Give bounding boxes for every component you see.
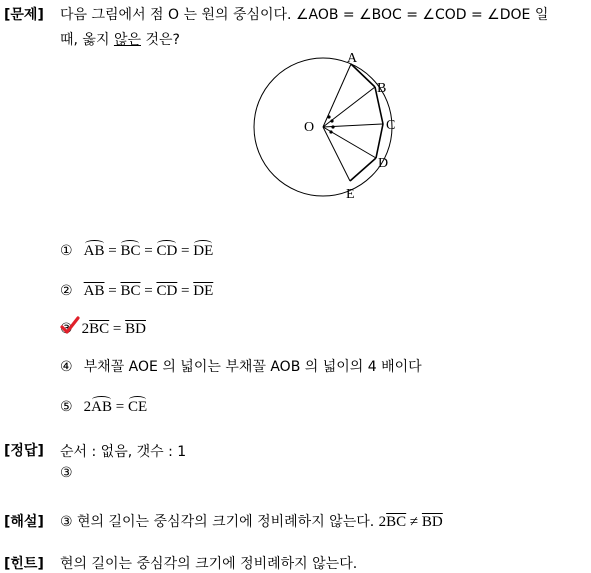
option-4[interactable] — [60, 356, 422, 376]
chord-ab — [351, 64, 375, 87]
option-number: ④ — [60, 359, 73, 375]
option-2[interactable] — [60, 280, 213, 300]
answer-info: 순서 : 없음, 갯수 : 1 — [60, 444, 187, 460]
option-3[interactable] — [60, 318, 146, 338]
hint-text: 현의 길이는 중심각의 크기에 정비례하지 않는다. — [60, 556, 358, 572]
answer-label: [정답] — [4, 443, 44, 459]
option-text: 부채꼴 AOE 의 넓이는 부채꼴 AOB 의 넓이의 4 배이다 — [83, 359, 422, 375]
option-number: ⑤ — [60, 399, 73, 415]
option-number: ② — [60, 283, 73, 299]
problem-text-line2 — [60, 29, 180, 49]
option-5[interactable] — [60, 396, 147, 416]
point-label-a: A — [347, 51, 358, 66]
problem-label: [문제] — [4, 7, 44, 23]
option-number: ① — [60, 243, 73, 259]
point-label-o: O — [304, 120, 315, 135]
hint-label: [힌트] — [4, 556, 44, 572]
checkmark-icon — [60, 316, 80, 336]
option-math: $2\overline{BC} = \overline{BD}$ — [81, 321, 146, 337]
point-label-c: C — [386, 118, 396, 133]
circle-figure — [240, 48, 410, 208]
option-1[interactable] — [60, 240, 213, 260]
problem-text-emphasis: 않은 — [113, 32, 141, 48]
explanation-label: [해설] — [4, 514, 44, 530]
explanation-line — [60, 511, 443, 531]
problem-text-part: 것은? — [141, 32, 180, 48]
chord-de — [350, 158, 376, 181]
angle-dot — [329, 130, 332, 133]
problem-text-part: 때, 옳지 — [60, 32, 114, 48]
option-math: 2AB = CE — [83, 399, 148, 415]
chord-cd — [376, 124, 383, 158]
option-math: $\overline{AB} = \overline{BC} = \overline{CD} = \overline{DE}$ — [83, 283, 214, 299]
angle-marks — [327, 115, 334, 133]
angle-dot — [331, 125, 334, 128]
explanation-number: ③ — [60, 514, 73, 530]
answer-choice: ③ — [60, 465, 73, 481]
explanation-math: $2\overline{BC} \ne \overline{BD}$ — [378, 514, 443, 530]
option-number: ③ — [60, 321, 73, 337]
radius-oa — [323, 64, 351, 127]
problem-text-line1: 다음 그림에서 점 O 는 원의 중심이다. ∠AOB = ∠BOC = ∠COD = ∠DOE 일 — [60, 7, 549, 23]
option-number-wrap — [60, 318, 73, 337]
angle-dot — [327, 115, 330, 118]
point-label-b: B — [377, 81, 387, 96]
point-label-d: D — [378, 156, 389, 171]
option-math: AB = BC = CD = DE — [83, 243, 214, 259]
angle-dot — [330, 119, 333, 122]
explanation-text: 현의 길이는 중심각의 크기에 정비례하지 않는다. — [77, 514, 375, 530]
point-label-e: E — [346, 187, 355, 202]
